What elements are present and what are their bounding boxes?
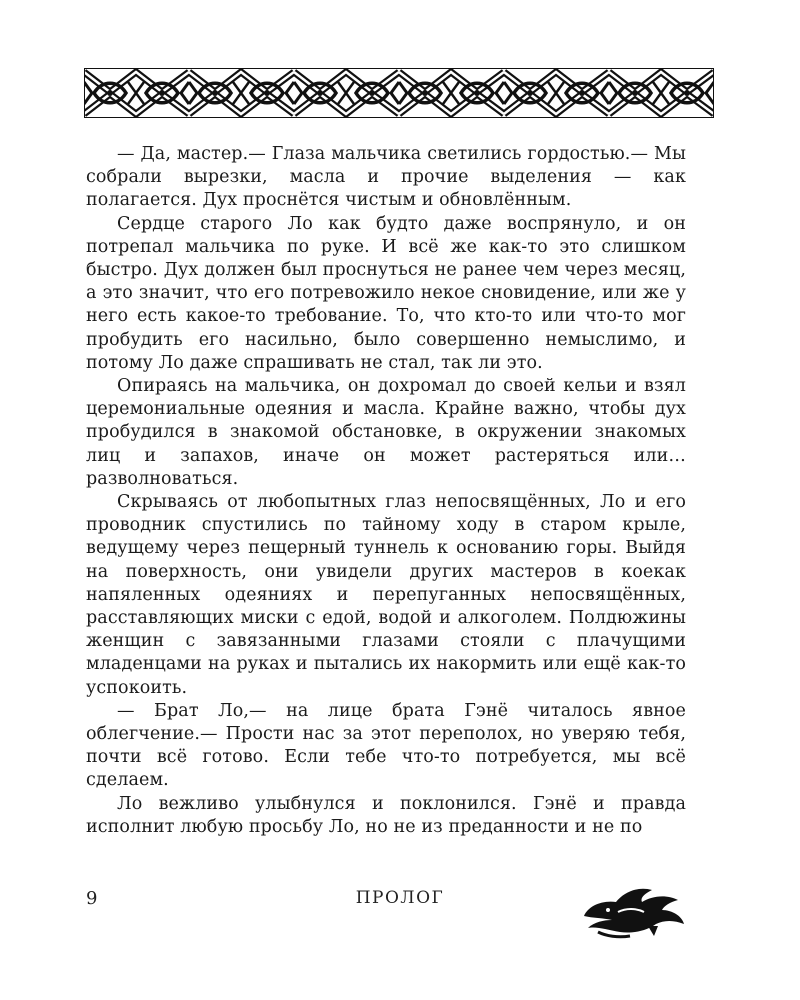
paragraph: Сердце старого Ло как будто даже воспрянуло, и он потрепал мальчика по руке. И всё же как-то это слишком быстро. Дух должен был проснуться не ранее чем через месяц, а это значит, что его потревожило некое сновидение, или же у него есть какое-то требование. То, что кто-то или что-то мог пробудить его насильно, было совершенно немыслимо, и потому Ло даже спрашивать не стал, так ли это. [86, 213, 686, 373]
page-number: 9 [86, 888, 98, 909]
paragraph: — Да, мастер.— Глаза мальчика светились гордостью.— Мы собрали вырезки, масла и прочие выделения — как полагается. Дух проснётся чистым и обновлённым. [86, 144, 686, 211]
ornament-border-icon [84, 68, 714, 118]
paragraph: Ло вежливо улыбнулся и поклонился. Гэнё и правда исполнит любую просьбу Ло, но не из преданности и не по [86, 793, 686, 837]
paragraph: — Брат Ло,— на лице брата Гэнё читалось явное облегчение.— Прости нас за этот переполох, но уверяю тебя, почти всё готово. Если тебе что-то потребуется, мы всё сделаем. [86, 700, 686, 791]
paragraph: Опираясь на мальчика, он дохромал до своей кельи и взял церемониальные одеяния и масла. Крайне важно, чтобы дух пробудился в знакомой обстановке, в окружении знакомых лиц и запахов, иначе он может растеряться или… разволноваться. [86, 376, 686, 489]
paragraph: Скрываясь от любопытных глаз непосвящённых, Ло и его проводник спустились по тайному ходу в старом крыле, ведущему через пещерный туннель к основанию горы. Выйдя на поверхность, они увидели других мастеров в коекак напяленных одеяниях и перепуганных непосвящённых, расставляющих миски с едой, водой и алкоголем. Полдюжины женщин с завязанными глазами стояли с плачущими младенцами на руках и пытались их накормить или ещё как-то успокоить. [86, 492, 686, 698]
chapter-title: ПРОЛОГ [355, 888, 445, 908]
dragon-emblem-icon [578, 880, 688, 940]
body-text [86, 143, 686, 839]
